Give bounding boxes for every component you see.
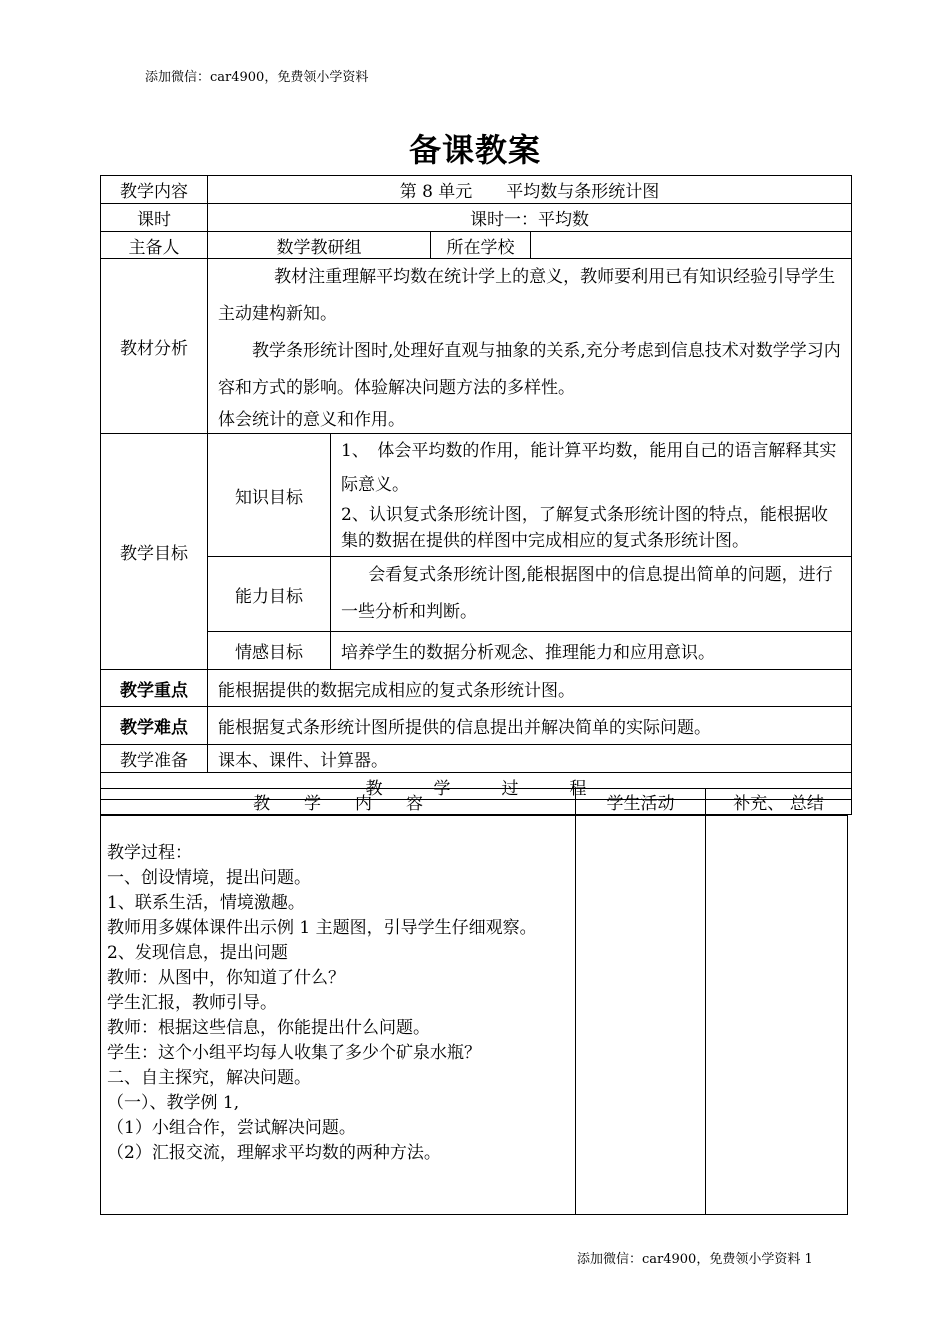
emotion-goal-text: 培养学生的数据分析观念、推理能力和应用意识。 (331, 632, 852, 670)
key-point-label: 教学重点 (101, 670, 208, 707)
period-label: 课时 (101, 204, 208, 232)
process-line: 教师：从图中，你知道了什么？ (107, 968, 345, 988)
process-line: 二、自主探究，解决问题。 (107, 1068, 311, 1088)
difficulty-text: 能根据复式条形统计图所提供的信息提出并解决简单的实际问题。 (208, 707, 852, 745)
header-note: 添加微信：car4900，免费领小学资料 (145, 70, 369, 85)
period-value: 课时一：平均数 (208, 204, 852, 232)
goals-label: 教学目标 (101, 434, 208, 670)
knowledge-goal-label: 知识目标 (208, 434, 331, 557)
column-summary: 补充、 总结 (706, 789, 852, 815)
ability-goal-text: 会看复式条形统计图,能根据图中的信息提出简单的问题，进行一些分析和判断。 (331, 557, 852, 632)
prep-text: 课本、课件、计算器。 (208, 745, 852, 773)
prep-label: 教学准备 (101, 745, 208, 773)
school-value (531, 232, 852, 259)
process-table (100, 815, 848, 1215)
process-line: 1、联系生活，情境激趣。 (107, 893, 305, 913)
content-value: 第 8 单元 平均数与条形统计图 (208, 176, 852, 204)
process-line: （1）小组合作，尝试解决问题。 (107, 1118, 356, 1138)
lead-value: 数学教研组 (208, 232, 431, 259)
difficulty-label: 教学难点 (101, 707, 208, 745)
process-line: 一、创设情境，提出问题。 (107, 868, 311, 888)
page-title: 备课教案 (408, 131, 541, 169)
knowledge-goal-2: 2、认识复式条形统计图，了解复式条形统计图的特点，能根据收集的数据在提供的样图中完成相应的复式条形统计图。 (341, 505, 828, 551)
column-activity: 学生活动 (576, 789, 706, 815)
analysis-paragraph-1: 教材注重理解平均数在统计学上的意义，教师要利用已有知识经验引导学生主动建构新知。 (218, 267, 836, 324)
key-point-text: 能根据提供的数据完成相应的复式条形统计图。 (208, 670, 852, 707)
lesson-plan-table (100, 175, 852, 800)
analysis-text (208, 259, 852, 434)
ability-goal-label: 能力目标 (208, 557, 331, 632)
process-line: 学生：这个小组平均每人收集了多少个矿泉水瓶？ (107, 1043, 481, 1063)
student-activity-cell (576, 816, 706, 1215)
school-label: 所在学校 (431, 232, 531, 259)
analysis-paragraph-3: 体会统计的意义和作用。 (218, 410, 405, 430)
process-line: （一）、教学例 1, (107, 1093, 240, 1113)
knowledge-goal-1: 1、 体会平均数的作用，能计算平均数，能用自己的语言解释其实际意义。 (341, 441, 837, 495)
knowledge-goal-text (331, 434, 852, 557)
process-line: 学生汇报，教师引导。 (107, 993, 277, 1013)
footer-note: 添加微信：car4900，免费领小学资料 1 (577, 1252, 813, 1267)
process-columns-table (100, 788, 852, 815)
process-line: 教师用多媒体课件出示例 1 主题图，引导学生仔细观察。 (107, 918, 537, 938)
process-content (101, 816, 576, 1215)
content-label: 教学内容 (101, 176, 208, 204)
analysis-label: 教材分析 (101, 259, 208, 434)
process-line: 教师：根据这些信息，你能提出什么问题。 (107, 1018, 430, 1038)
column-content: 教 学 内 容 (101, 789, 576, 815)
process-header: 教 学 过 程 (101, 773, 852, 800)
process-line: 2、发现信息，提出问题 (107, 943, 288, 963)
emotion-goal-label: 情感目标 (208, 632, 331, 670)
process-line: 教学过程： (107, 843, 192, 863)
lead-label: 主备人 (101, 232, 208, 259)
summary-cell (706, 816, 848, 1215)
process-line: （2）汇报交流，理解求平均数的两种方法。 (107, 1143, 441, 1163)
analysis-paragraph-2: 教学条形统计图时,处理好直观与抽象的关系,充分考虑到信息技术对数学学习内容和方式的影响。体验解决问题方法的多样性。 (218, 341, 841, 398)
